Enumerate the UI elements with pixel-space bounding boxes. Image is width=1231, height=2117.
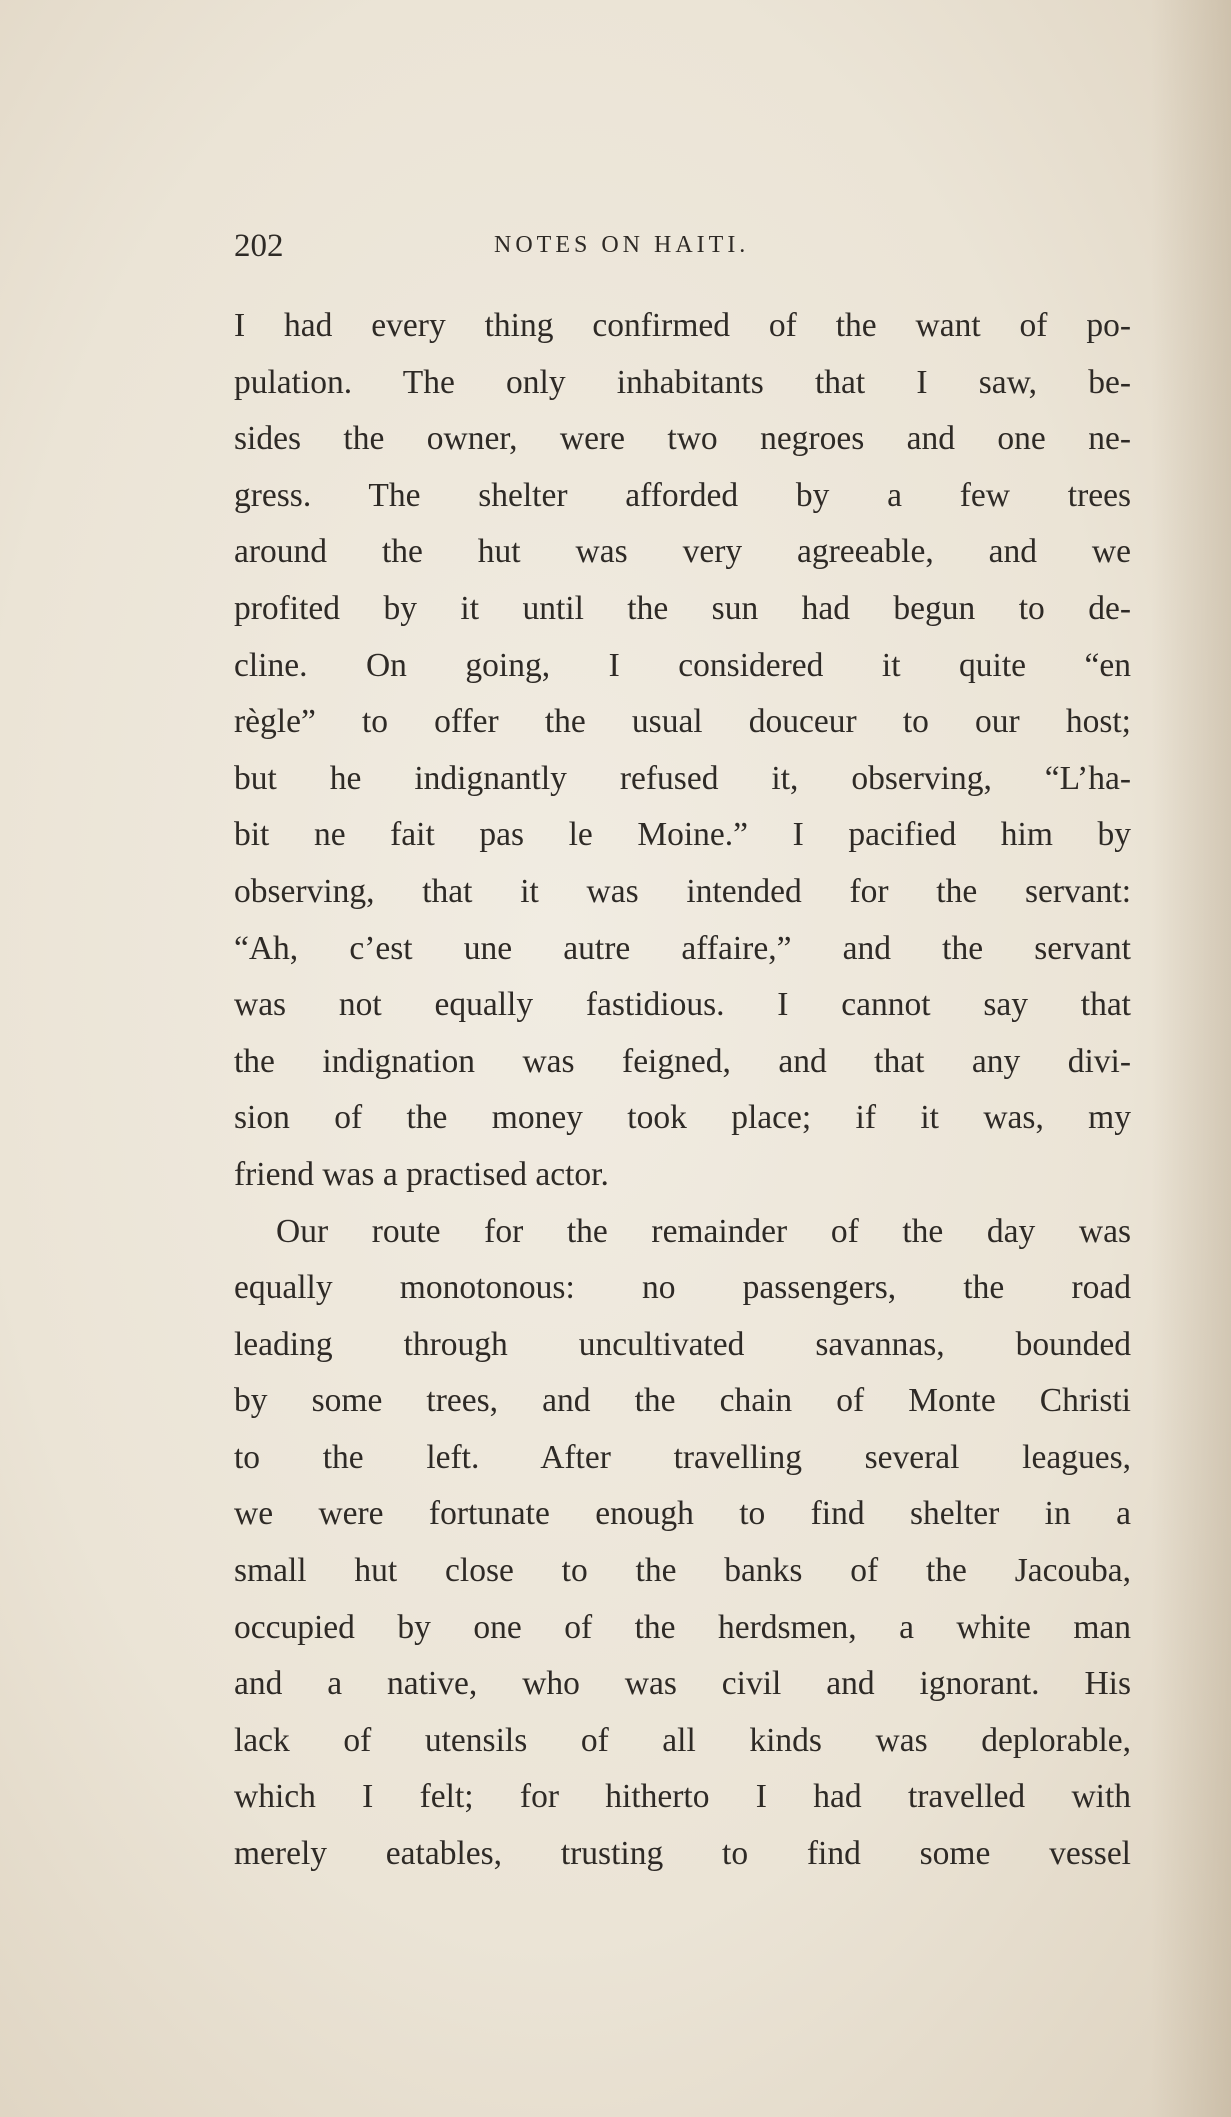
text-line: sides the owner, were two negroes and one ne- — [234, 420, 1131, 458]
text-line: around the hut was very agreeable, and we — [234, 533, 1131, 571]
text-line: gress. The shelter afforded by a few trees — [234, 476, 1131, 514]
page-number: 202 — [234, 228, 284, 264]
text-line: friend was a practised actor. — [234, 1155, 609, 1193]
text-line: merely eatables, trusting to find some vessel — [234, 1835, 1131, 1873]
running-header — [234, 228, 1131, 268]
text-line: pulation. The only inhabitants that I saw, be- — [234, 363, 1131, 401]
text-line: observing, that it was intended for the servant: — [234, 872, 1131, 910]
text-line: Our route for the remainder of the day was — [276, 1212, 1131, 1250]
text-line: cline. On going, I considered it quite “en — [234, 646, 1131, 684]
text-line: and a native, who was civil and ignorant. His — [234, 1665, 1131, 1703]
page-body — [234, 298, 1131, 1883]
text-line: the indignation was feigned, and that any divi- — [234, 1042, 1131, 1080]
text-line: leading through uncultivated savannas, bounded — [234, 1325, 1131, 1363]
text-line: “Ah, c’est une autre affaire,” and the servant — [234, 929, 1131, 967]
running-title: NOTES ON HAITI. — [494, 232, 750, 258]
text-line: but he indignantly refused it, observing, “L’ha- — [234, 759, 1131, 797]
text-line: by some trees, and the chain of Monte Christi — [234, 1382, 1131, 1420]
text-line: equally monotonous: no passengers, the road — [234, 1269, 1131, 1307]
text-line: sion of the money took place; if it was, my — [234, 1099, 1131, 1137]
text-line: we were fortunate enough to find shelter in a — [234, 1495, 1131, 1533]
text-line: règle” to offer the usual douceur to our host; — [234, 703, 1131, 741]
text-line: was not equally fastidious. I cannot say that — [234, 986, 1131, 1024]
text-line: bit ne fait pas le Moine.” I pacified him by — [234, 816, 1131, 854]
text-line: small hut close to the banks of the Jacouba, — [234, 1552, 1131, 1590]
text-line: profited by it until the sun had begun to de- — [234, 589, 1131, 627]
text-line: occupied by one of the herdsmen, a white man — [234, 1608, 1131, 1646]
page-edge-shadow — [1151, 0, 1231, 2117]
text-line: to the left. After travelling several leagues, — [234, 1438, 1131, 1476]
text-line: lack of utensils of all kinds was deplorable, — [234, 1721, 1131, 1759]
text-line: I had every thing confirmed of the want of po- — [234, 307, 1131, 344]
text-line: which I felt; for hitherto I had travelled with — [234, 1778, 1131, 1816]
